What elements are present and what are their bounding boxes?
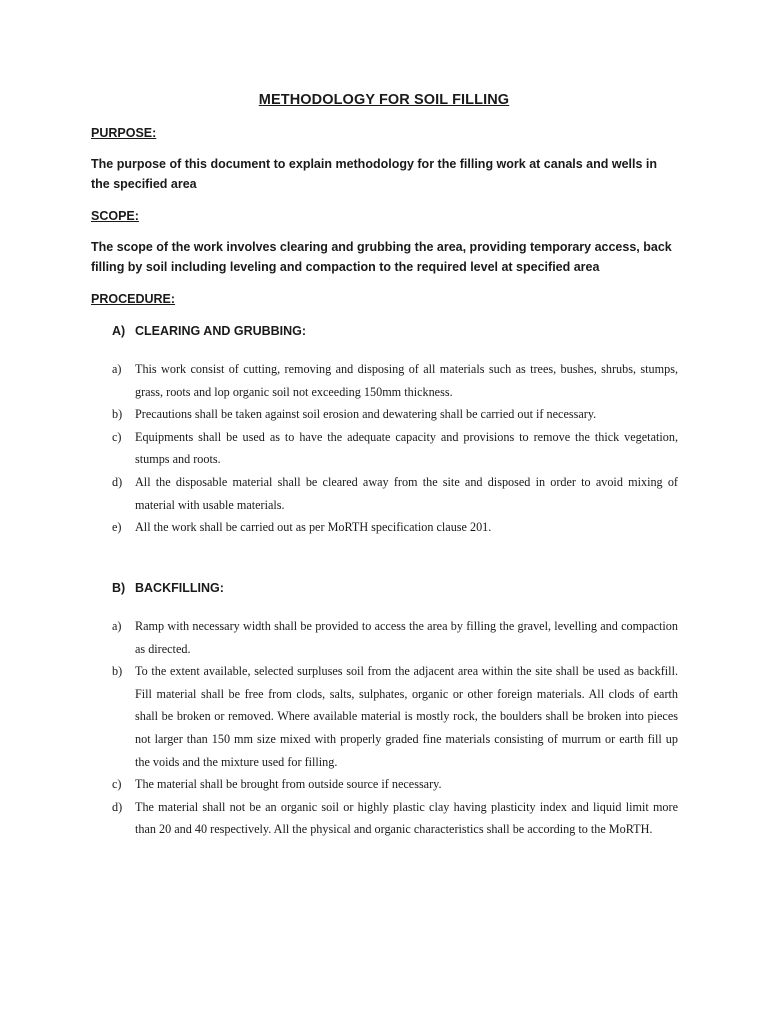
list-item: [112, 796, 678, 841]
section-b-title: BACKFILLING:: [135, 581, 224, 595]
list-item-text: Precautions shall be taken against soil erosion and dewatering shall be carried out if necessary.: [135, 407, 597, 422]
list-item: [112, 471, 678, 516]
list-item: [112, 516, 678, 539]
section-a-title: CLEARING AND GRUBBING:: [135, 324, 307, 338]
purpose-text: The purpose of this document to explain methodology for the filling work at canals and wells in the specified area: [91, 157, 658, 191]
scope-text: The scope of the work involves clearing and grubbing the area, providing temporary access, back filling by soil including leveling and compaction to the required level at specified area: [91, 240, 672, 274]
section-a-letter: A): [112, 324, 126, 338]
list-item-marker: a): [112, 619, 122, 633]
purpose-heading: PURPOSE:: [91, 126, 157, 140]
list-item-marker: c): [112, 429, 122, 444]
list-item-marker: b): [112, 407, 123, 422]
section-b-heading: [112, 581, 224, 595]
list-item-marker: b): [112, 664, 123, 679]
list-item-marker: c): [112, 777, 122, 792]
list-item-marker: e): [112, 520, 122, 535]
list-item-text: The material shall not be an organic soil or highly plastic clay having plasticity index and liquid limit more than 20 and 40 respectively. All the physical and organic characteristics shall be according to the MoRTH.: [135, 799, 678, 837]
list-item-text: All the disposable material shall be cleared away from the site and disposed in order to avoid mixing of material with usable materials.: [135, 474, 678, 512]
list-item: [112, 773, 678, 796]
list-item-text: Ramp with necessary width shall be provided to access the area by filling the gravel, levelling and compaction as directed.: [135, 619, 678, 656]
list-item-text: Equipments shall be used as to have the adequate capacity and provisions to remove the thick vegetation, stumps and roots.: [135, 429, 678, 467]
scope-heading: SCOPE:: [91, 209, 139, 223]
list-item-text: All the work shall be carried out as per MoRTH specification clause 201.: [135, 520, 492, 535]
section-b-list: [112, 615, 678, 841]
list-item: [112, 615, 678, 660]
list-item: [112, 358, 678, 403]
section-b-letter: B): [112, 581, 126, 595]
document-title: METHODOLOGY FOR SOIL FILLING: [258, 92, 510, 108]
list-item-marker: d): [112, 474, 123, 489]
procedure-heading: PROCEDURE:: [91, 292, 176, 306]
section-a-heading: [112, 324, 306, 338]
list-item-marker: a): [112, 362, 122, 376]
list-item: [112, 660, 678, 773]
list-item: [112, 426, 678, 471]
list-item-text: To the extent available, selected surpluses soil from the adjacent area within the site shall be used as backfill. Fill material shall be free from clods, salts, sulphates, organic or other foreign materials. All clods of earth shall be broken or removed. Where available material is mostly rock, the boulders shall be broken into pieces not larger than 150 mm size mixed with properly graded fine materials consisting of murrum or earth fill up the voids and the mixture used for filling.: [135, 664, 678, 769]
list-item-text: The material shall be brought from outside source if necessary.: [135, 777, 442, 792]
list-item-text: This work consist of cutting, removing and disposing of all materials such as trees, bushes, shrubs, stumps, grass, roots and lop organic soil not exceeding 150mm thickness.: [135, 362, 678, 399]
section-a-list: [112, 358, 678, 539]
list-item: [112, 403, 678, 426]
list-item-marker: d): [112, 799, 123, 814]
